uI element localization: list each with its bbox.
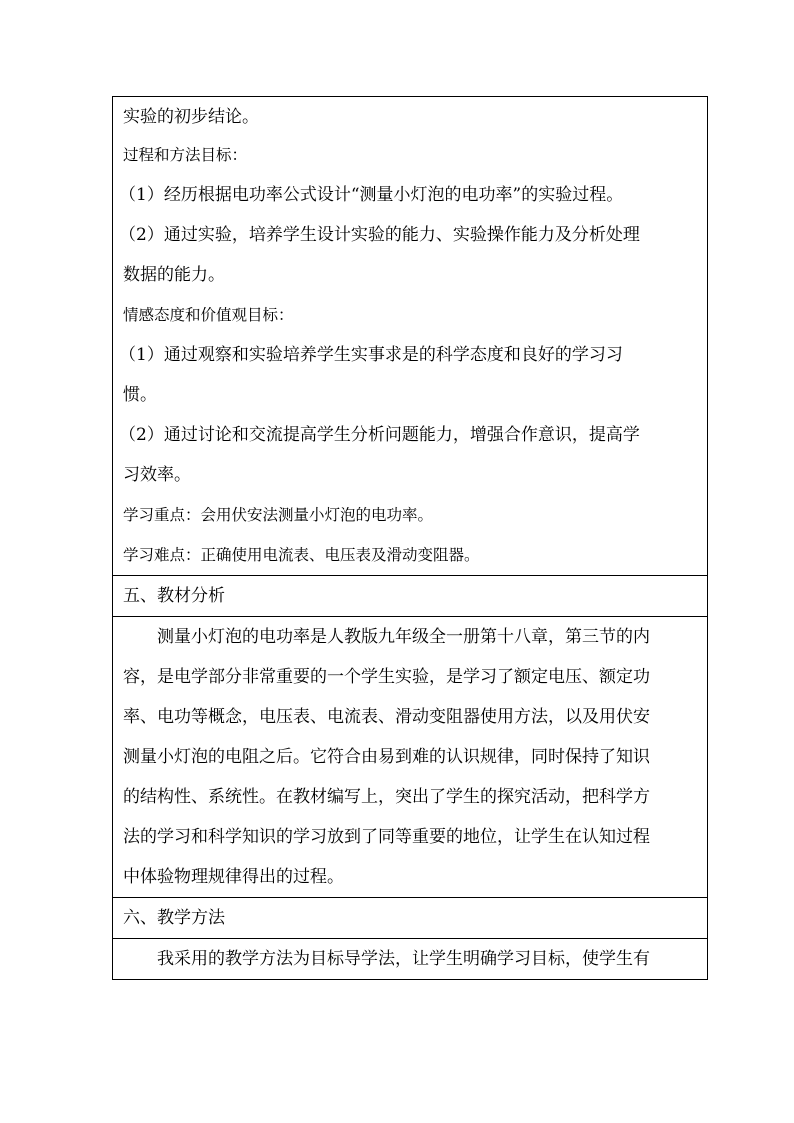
goals-line: （2）通过讨论和交流提高学生分析问题能力，增强合作意识，提高学 <box>119 425 640 445</box>
goals-subheading: 情感态度和价值观目标： <box>123 306 294 324</box>
section-heading: 五、教材分析 <box>123 586 225 606</box>
goals-line: （1）经历根据电功率公式设计“测量小灯泡的电功率”的实验过程。 <box>119 185 624 205</box>
paragraph-line: 我采用的教学方法为目标导学法，让学生明确学习目标，使学生有 <box>157 949 650 969</box>
goals-line: （1）通过观察和实验培养学生实事求是的科学态度和良好的学习习 <box>119 345 623 365</box>
difficult-point-line: 学习难点：正确使用电流表、电压表及滑动变阻器。 <box>123 546 480 564</box>
textbook-analysis-heading-cell <box>113 575 707 616</box>
paragraph-line: 中体验物理规律得出的过程。 <box>123 867 344 887</box>
goals-line: 习效率。 <box>123 465 191 485</box>
goals-line: （2）通过实验，培养学生设计实验的能力、实验操作能力及分析处理 <box>119 225 640 245</box>
paragraph-line: 测量小灯泡的电功率是人教版九年级全一册第十八章，第三节的内 <box>157 627 650 647</box>
paragraph-line: 容，是电学部分非常重要的一个学生实验，是学习了额定电压、额定功 <box>123 667 650 687</box>
paragraph-line: 法的学习和科学知识的学习放到了同等重要的地位，让学生在认知过程 <box>123 827 650 847</box>
goals-cell <box>113 97 707 575</box>
goals-subheading: 过程和方法目标： <box>123 146 248 164</box>
goals-line: 惯。 <box>123 385 157 405</box>
textbook-analysis-body-cell <box>113 616 707 897</box>
goals-line: 实验的初步结论。 <box>123 107 259 127</box>
teaching-method-body-cell <box>113 938 707 979</box>
paragraph-line: 的结构性、系统性。在教材编写上，突出了学生的探究活动，把科学方 <box>123 787 650 807</box>
goals-line: 数据的能力。 <box>123 265 225 285</box>
key-point-line: 学习重点：会用伏安法测量小灯泡的电功率。 <box>123 506 434 524</box>
teaching-method-heading-cell <box>113 897 707 938</box>
paragraph-line: 率、电功等概念，电压表、电流表、滑动变阻器使用方法，以及用伏安 <box>123 707 650 727</box>
section-heading: 六、教学方法 <box>123 908 225 928</box>
lesson-plan-table <box>112 96 708 980</box>
paragraph-line: 测量小灯泡的电阻之后。它符合由易到难的认识规律，同时保持了知识 <box>123 747 650 767</box>
